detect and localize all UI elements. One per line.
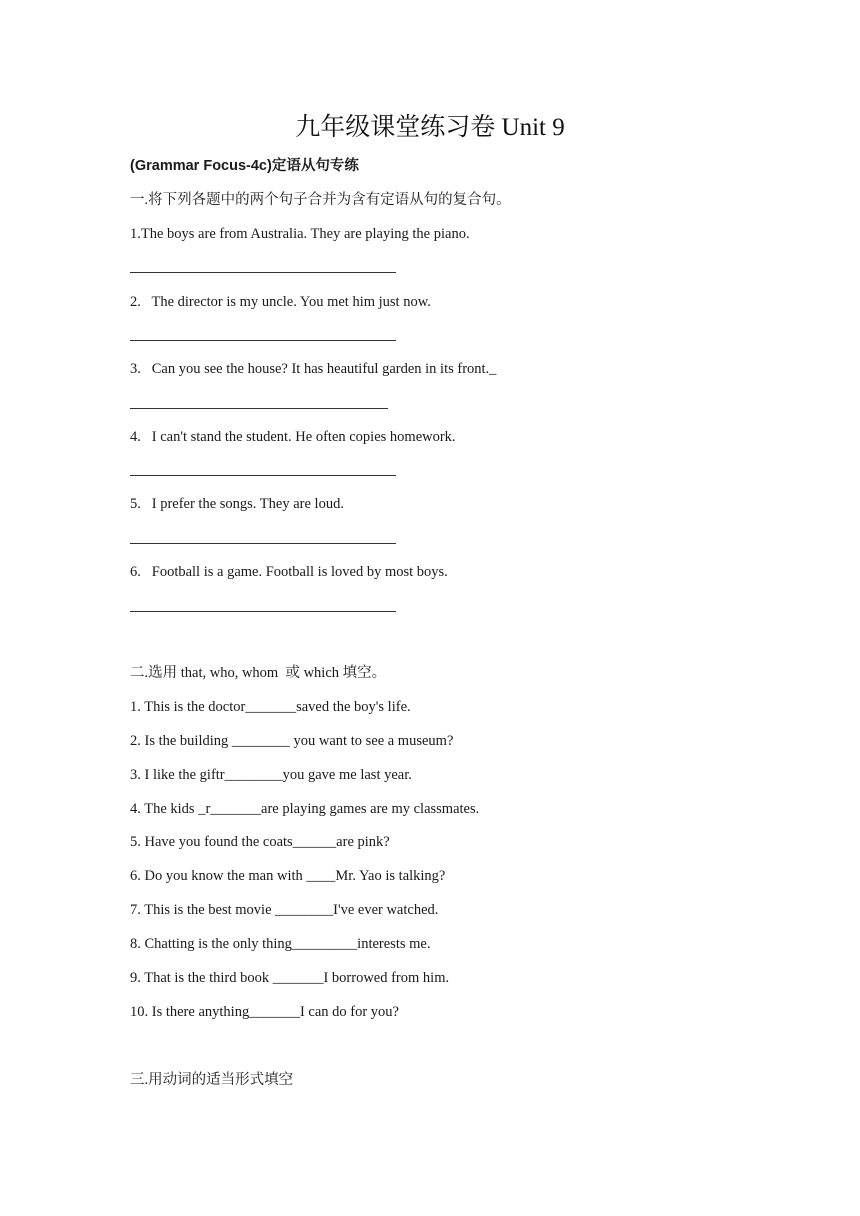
section-2-item-2: 2. Is the building ________ you want to see a museum? [130, 733, 454, 749]
section-2-item-8: 8. Chatting is the only thing_________interests me. [130, 936, 431, 952]
section-3-heading: 三.用动词的适当形式填空 [130, 1072, 294, 1088]
answer-line-1[interactable] [130, 272, 396, 273]
section-1-item-5: 5. I prefer the songs. They are loud. [130, 496, 344, 512]
section-1-heading: 一.将下列各题中的两个句子合并为含有定语从句的复合句。 [130, 192, 511, 208]
section-2-item-9: 9. That is the third book _______I borrowed from him. [130, 970, 450, 986]
section-1-item-6: 6. Football is a game. Football is loved by most boys. [130, 564, 448, 580]
answer-line-5[interactable] [130, 543, 396, 544]
section-1-item-1: 1.The boys are from Australia. They are playing the piano. [130, 226, 470, 242]
worksheet-title: 九年级课堂练习卷 Unit 9 [295, 114, 565, 141]
worksheet-subtitle: (Grammar Focus-4c)定语从句专练 [130, 158, 359, 174]
answer-line-2[interactable] [130, 340, 396, 341]
section-2-item-3: 3. I like the giftr________you gave me last year. [130, 767, 412, 783]
section-2-heading: 二.选用 that, who, whom 或 which 填空。 [130, 665, 387, 681]
section-2-item-10: 10. Is there anything_______I can do for you? [130, 1004, 399, 1020]
section-1-item-2: 2. The director is my uncle. You met him just now. [130, 294, 431, 310]
answer-line-3[interactable] [130, 408, 388, 409]
section-2-item-7: 7. This is the best movie ________I've ever watched. [130, 902, 439, 918]
section-2-item-5: 5. Have you found the coats______are pink? [130, 834, 390, 850]
answer-line-6[interactable] [130, 611, 396, 612]
section-2-item-1: 1. This is the doctor_______saved the boy's life. [130, 699, 411, 715]
section-1-item-4: 4. I can't stand the student. He often copies homework. [130, 429, 456, 445]
section-2-item-6: 6. Do you know the man with ____Mr. Yao is talking? [130, 868, 446, 884]
answer-line-4[interactable] [130, 475, 396, 476]
section-1-item-3: 3. Can you see the house? It has heautiful garden in its front._ [130, 361, 497, 377]
section-2-item-4: 4. The kids _r_______are playing games are my classmates. [130, 801, 480, 817]
